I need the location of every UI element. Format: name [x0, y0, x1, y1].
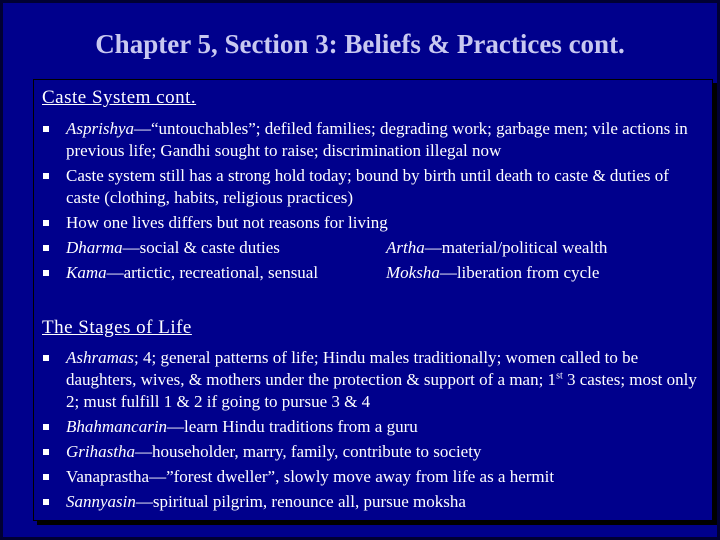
- bullet-icon: [43, 424, 49, 430]
- item-text: —spiritual pilgrim, renounce all, pursue moksha: [135, 492, 466, 511]
- stages-list: [34, 347, 704, 516]
- term: Ashramas: [66, 348, 135, 367]
- caste-list: [34, 118, 704, 287]
- term: Sannyasin: [66, 492, 136, 511]
- stages-heading: The Stages of Life: [42, 317, 192, 338]
- term: Dharma: [66, 238, 123, 257]
- list-item: [34, 118, 704, 162]
- term: Grihastha: [66, 442, 135, 461]
- term: Artha: [386, 238, 425, 257]
- item-text: How one lives differs but not reasons for living: [66, 213, 388, 232]
- list-item: [34, 441, 704, 463]
- item-text: Vanaprastha—”forest dweller”, slowly move away from life as a hermit: [66, 467, 555, 486]
- item-text: —liberation from cycle: [439, 263, 600, 282]
- bullet-icon: [43, 220, 49, 226]
- list-item: [34, 491, 704, 513]
- content-panel: [33, 79, 713, 521]
- list-item: [34, 347, 704, 413]
- item-text: 3 castes; most only 2; must fulfill 1 & 2 if going to pursue 3 & 4: [66, 370, 697, 411]
- bullet-icon: [43, 474, 49, 480]
- second-column: [386, 262, 599, 284]
- bullet-icon: [43, 245, 49, 251]
- item-text: Caste system still has a strong hold today; bound by birth until death to caste & duties of caste (clothing, habits, religious practices): [66, 166, 669, 207]
- slide-title: Chapter 5, Section 3: Beliefs & Practices cont.: [95, 29, 625, 59]
- second-column: [386, 237, 607, 259]
- item-text: —material/political wealth: [424, 238, 608, 257]
- bullet-icon: [43, 355, 49, 361]
- list-item: [34, 237, 704, 259]
- item-text: —householder, marry, family, contribute to society: [134, 442, 482, 461]
- bullet-icon: [43, 499, 49, 505]
- bullet-icon: [43, 173, 49, 179]
- item-text: ; 4; general patterns of life; Hindu males traditionally; women called to be daughters, wives, & mothers under the protection & support of a man; 1: [66, 348, 639, 389]
- term: Kama: [66, 263, 107, 282]
- list-item: [34, 466, 704, 488]
- list-item: [34, 416, 704, 438]
- item-text: —“untouchables”; defiled families; degrading work; garbage men; vile actions in previous life; Gandhi sought to raise; discrimination illegal now: [66, 119, 688, 160]
- bullet-icon: [43, 449, 49, 455]
- term: Bhahmancarin: [66, 417, 168, 436]
- bullet-icon: [43, 270, 49, 276]
- list-item: [34, 165, 704, 209]
- item-text: —artictic, recreational, sensual: [106, 263, 319, 282]
- item-text: —social & caste duties: [122, 238, 280, 257]
- caste-heading: Caste System cont.: [42, 87, 197, 108]
- superscript: st: [556, 370, 563, 382]
- item-text: —learn Hindu traditions from a guru: [167, 417, 418, 436]
- term: Moksha: [386, 263, 440, 282]
- term: Asprishya: [66, 119, 134, 138]
- bullet-icon: [43, 126, 49, 132]
- list-item: [34, 212, 704, 234]
- list-item: [34, 262, 704, 284]
